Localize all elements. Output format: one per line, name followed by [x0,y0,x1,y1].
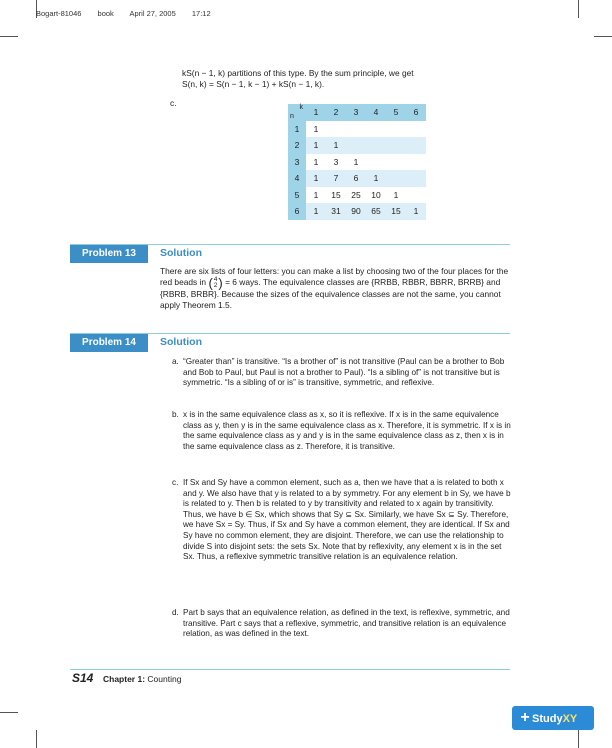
table-cell: 6 [346,170,366,187]
problem-13-solution-heading: Solution [160,247,202,259]
stirling-table [288,104,426,220]
table-cell: 25 [346,187,366,204]
binom-top: 4 [213,276,218,283]
binom-bottom: 2 [213,282,218,289]
table-cell: 31 [326,203,346,220]
logo-brand-a: Study [532,713,563,725]
table-cell: 1 [306,121,326,138]
studyxy-logo [512,706,594,730]
footer-rule [70,669,510,670]
table-cell: 1 [306,154,326,171]
table-cell [366,154,386,171]
book-id: Bogart-81046 [36,9,82,18]
print-header [36,9,225,18]
table-cell: 3 [326,154,346,171]
table-row [288,154,426,171]
binom-close: ) [218,275,223,291]
chapter-title [103,674,181,684]
item-text: x is in the same equivalence class as x, so it is reflexive. If x is in the same equivalence class as y, then y is in the same equivalence class as x. Therefore, it is symmetric. If x is in the same equivalence class as y and y is in the same equivalence class as z, then x is in the same equivalence class as z. Therefore, it is transitive. [183,410,511,451]
table-cell: 10 [366,187,386,204]
table-cell [406,187,426,204]
intro-line-2: S(n, k) = S(n − 1, k − 1) + kS(n − 1, k). [182,78,325,89]
table-cell: 7 [326,170,346,187]
problem-14-solution-heading: Solution [160,336,202,348]
problem-14-item-b [172,410,514,452]
corner-k: k [299,104,303,111]
col-header: 5 [386,104,406,121]
problem-13-text-a: There are six lists of four letters: you can make a list by choosing two of the four places for the red beads in [160,266,509,288]
problem-14-item-a [172,357,514,389]
plus-icon: + [520,709,530,726]
table-cell: 1 [306,137,326,154]
item-text: If Sx and Sy have a common element, such as a, then we have that a is related to both x and y. We also have that y is related to a by symmetry. For any element b in Sy, we have b is related to y. Then b is related to y by transitivity and related to x again by transitivity. Thus, we have b ∈ Sx, which shows that Sy ⊆ Sx. Similarly, we have Sx ⊆ Sy. Therefore, we have Sx = Sy. Thus, if Sx and Sy have a common element, they are identical. If Sx and Sy have no common element, they are disjoint. Therefore, we can use the relationship to divide S into disjoint sets: the sets Sx. Note that by reflexivity, any element x is in the set Sx. Thus, a reflexive symmetric transitive relation is an equivalence relation. [183,478,511,562]
table-corner [288,104,306,121]
col-header: 2 [326,104,346,121]
table-cell [386,154,406,171]
table-row [288,187,426,204]
table-cell [386,170,406,187]
print-date: April 27, 2005 [129,9,176,18]
table-cell: 15 [326,187,346,204]
col-header: 4 [366,104,386,121]
book-type: book [97,9,114,18]
table-row [288,203,426,220]
table-cell: 1 [326,137,346,154]
table-row [288,170,426,187]
col-header: 3 [346,104,366,121]
table-cell [366,121,386,138]
table-cell [386,137,406,154]
table-cell: 1 [366,170,386,187]
table-cell: 1 [406,203,426,220]
print-time: 17:12 [191,9,211,18]
table-cell [326,121,346,138]
col-header: 1 [306,104,326,121]
table-cell [406,170,426,187]
item-label: c. [172,478,179,487]
row-header: 4 [288,170,306,187]
row-header: 1 [288,121,306,138]
problem-13-label: Problem 13 [70,245,148,263]
table-cell: 1 [306,187,326,204]
table-cell [406,137,426,154]
problem-13-text-b: = 6 ways. The equivalence classes are {RRBB, RBBR, BBRR, BRRB} and {RBRB, BRBR}. Because the sizes of the equivalence classes are not the same, you cannot apply Theorem 1.5. [160,277,501,310]
crop-mark [0,712,18,713]
item-label: d. [172,608,179,617]
logo-brand-b: XY [562,713,578,725]
chapter-name: Counting [147,674,182,684]
page-number: S14 [72,671,94,685]
row-header: 6 [288,203,306,220]
table-cell: 1 [386,187,406,204]
table-row [288,121,426,138]
crop-mark [0,36,18,37]
item-label: b. [172,410,179,419]
table-cell: 90 [346,203,366,220]
table-cell: 1 [346,154,366,171]
intro-text [182,68,512,89]
problem-14-item-c [172,478,514,563]
table-header-row [288,104,426,121]
crop-mark [594,36,612,37]
table-cell [386,121,406,138]
table-cell: 15 [386,203,406,220]
table-cell [346,137,366,154]
col-header: 6 [406,104,426,121]
binom-open: ( [208,275,213,291]
row-header: 3 [288,154,306,171]
intro-line-1: kS(n − 1, k) partitions of this type. By the sum principle, we get [182,68,414,78]
binomial [214,277,218,289]
problem-14-item-d [172,608,514,640]
table-cell [406,154,426,171]
part-c-label: c. [170,98,177,108]
problem-13-text [160,266,512,311]
crop-mark [578,730,579,748]
problem-14-label: Problem 14 [70,334,148,352]
row-header: 5 [288,187,306,204]
table-cell: 1 [306,170,326,187]
table-cell [366,137,386,154]
item-text: “Greater than” is transitive. “Is a brother of” is not transitive (Paul can be a brother to Bob and Bob to Paul, but Paul is not a brother to Paul). “Is a sibling of” is not transitive but is symmetric. “Is a sibling of or is” is transitive, symmetric, and reflexive. [183,357,505,388]
row-header: 2 [288,137,306,154]
table-cell: 65 [366,203,386,220]
item-text: Part b says that an equivalence relation, as defined in the text, is reflexive, symmetric, and transitive. Part c says that a reflexive, symmetric, and transitive relation is an equivalence relation, as was defined in the text. [183,608,510,639]
item-label: a. [172,357,179,366]
table-cell: 1 [306,203,326,220]
chapter-label: Chapter 1: [103,674,146,684]
table-row [288,137,426,154]
crop-mark [36,730,37,748]
table-cell [406,121,426,138]
crop-mark [578,0,579,18]
corner-n: n [290,112,294,120]
table-cell [346,121,366,138]
